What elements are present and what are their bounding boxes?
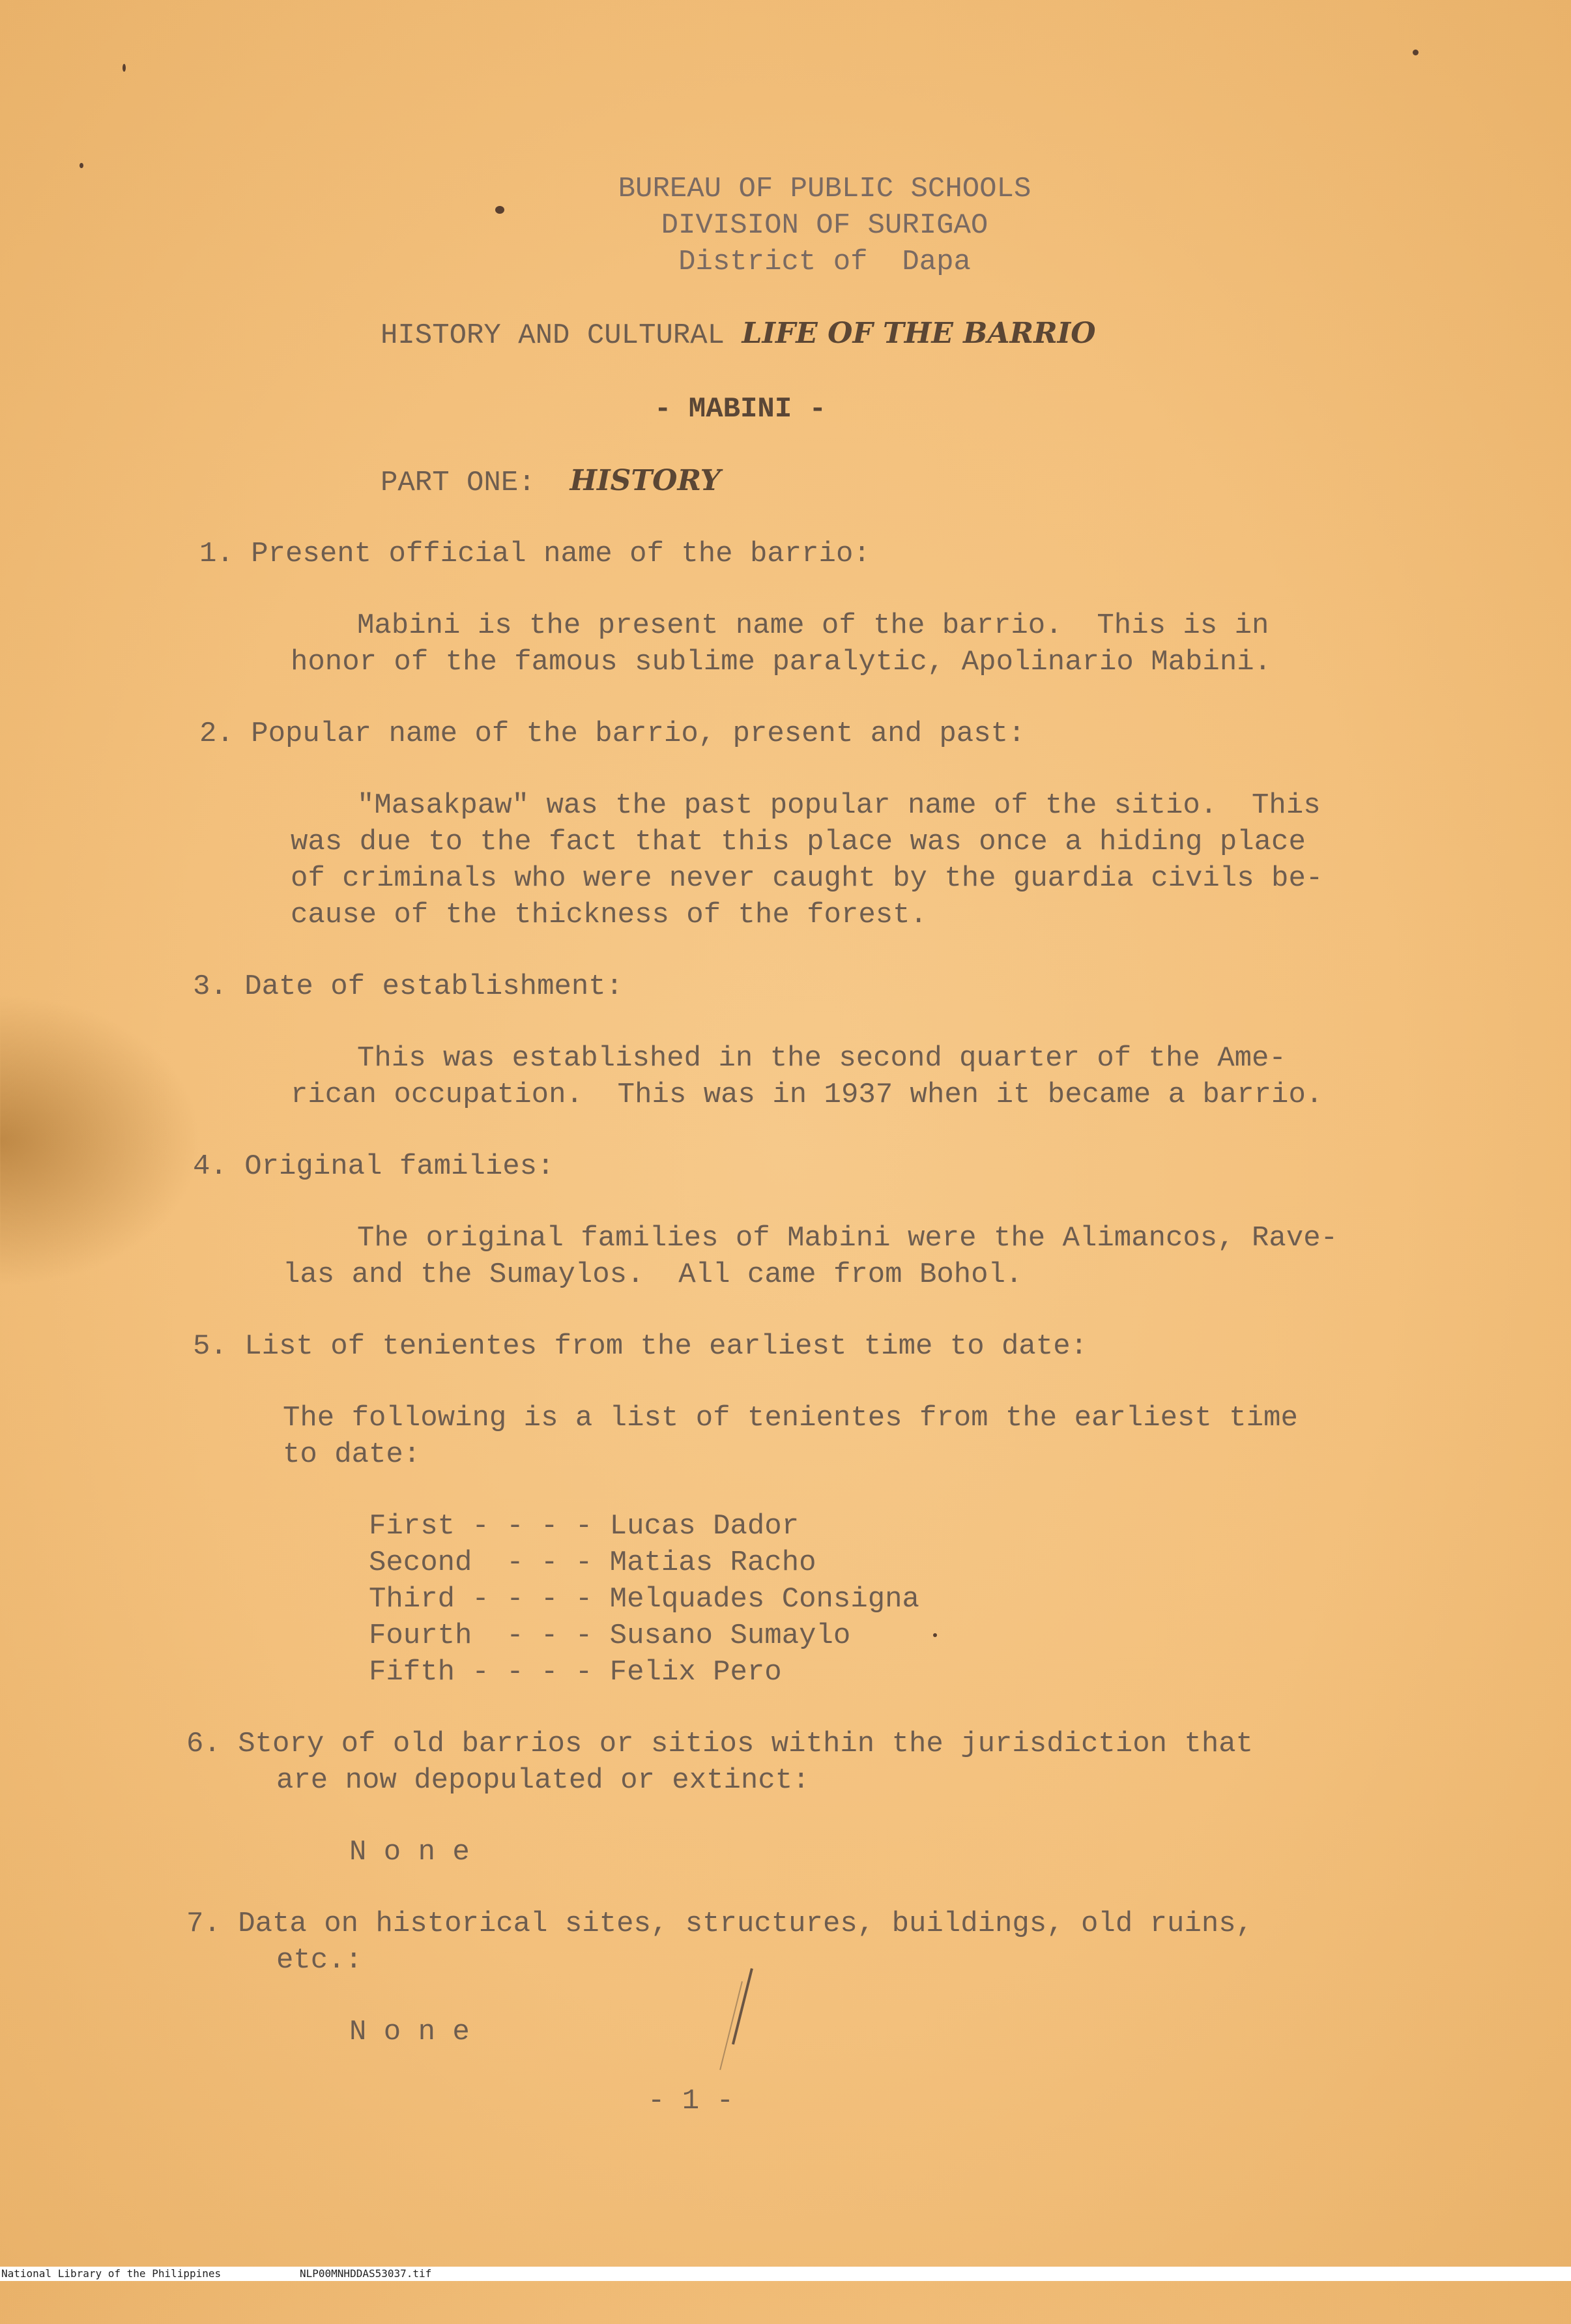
section-4-heading: 4. Original families:: [193, 1150, 555, 1183]
section-6-body-line-1: are now depopulated or extinct:: [276, 1764, 810, 1797]
footer-filename: NLP00MNHDDAS53037.tif: [300, 2267, 432, 2280]
header-district: District of Dapa: [678, 246, 971, 278]
section-2-heading: 2. Popular name of the barrio, present and past:: [199, 718, 1026, 750]
barrio-name: - MABINI -: [654, 393, 827, 426]
teniente-row: Fourth - - - Susano Sumaylo: [369, 1620, 851, 1652]
section-7-body-line-1: etc.:: [276, 1944, 363, 1977]
teniente-row: First - - - - Lucas Dador: [369, 1510, 800, 1543]
section-2-body-line-2: was due to the fact that this place was once a hiding place: [291, 826, 1306, 858]
section-2-body-line-1: "Masakpaw" was the past popular name of the sitio. This: [357, 789, 1321, 822]
part-handwritten: HISTORY: [569, 464, 721, 497]
ink-speck: [1413, 50, 1419, 55]
section-3-body-line-1: This was established in the second quarter of the Ame-: [357, 1042, 1286, 1075]
section-5-body-line-1: The following is a list of tenientes from the earliest time: [283, 1402, 1298, 1434]
section-2-body-line-4: cause of the thickness of the forest.: [291, 899, 927, 931]
pencil-stroke: [719, 1981, 743, 2070]
title-handwritten: LIFE OF THE BARRIO: [742, 317, 1096, 350]
ink-speck: [933, 1633, 937, 1637]
section-6-heading: 6. Story of old barrios or sitios within the jurisdiction that: [186, 1728, 1254, 1760]
section-3-heading: 3. Date of establishment:: [193, 970, 624, 1003]
ink-speck: [79, 163, 83, 168]
header-division: DIVISION OF SURIGAO: [661, 209, 988, 242]
section-5-body-line-2: to date:: [283, 1438, 421, 1471]
teniente-row: Second - - - Matias Racho: [369, 1547, 816, 1579]
scan-footer: [0, 2267, 1571, 2281]
section-1-body-line-2: honor of the famous sublime paralytic, Apolinario Mabini.: [291, 646, 1272, 678]
header-bureau: BUREAU OF PUBLIC SCHOOLS: [618, 173, 1031, 205]
section-4-body-line-1: The original families of Mabini were the Alimancos, Rave-: [357, 1222, 1338, 1255]
part-heading: [381, 463, 721, 501]
ink-speck: [495, 206, 504, 214]
footer-institution: National Library of the Philippines: [1, 2267, 222, 2280]
part-label: PART ONE:: [381, 467, 570, 499]
section-3-body-line-2: rican occupation. This was in 1937 when it became a barrio.: [291, 1079, 1323, 1111]
teniente-row: Fifth - - - - Felix Pero: [369, 1656, 782, 1689]
section-1-body-line-1: Mabini is the present name of the barrio. This is in: [357, 609, 1269, 642]
section-2-body-line-3: of criminals who were never caught by the guardia civils be-: [291, 862, 1323, 895]
section-7-none: N o n e: [349, 2016, 470, 2048]
section-4-body-line-2: las and the Sumaylos. All came from Bohol.: [283, 1258, 1023, 1291]
section-6-none: N o n e: [349, 1836, 470, 1868]
ink-speck: [123, 64, 126, 72]
page-number: - 1 -: [648, 2085, 734, 2117]
teniente-row: Third - - - - Melquades Consigna: [369, 1583, 919, 1616]
section-7-heading: 7. Data on historical sites, structures, buildings, old ruins,: [186, 1908, 1254, 1940]
title-typed: HISTORY AND CULTURAL: [381, 319, 742, 352]
section-5-heading: 5. List of tenientes from the earliest time to date:: [193, 1330, 1088, 1363]
section-1-heading: 1. Present official name of the barrio:: [199, 538, 871, 570]
document-title: [381, 315, 1096, 354]
